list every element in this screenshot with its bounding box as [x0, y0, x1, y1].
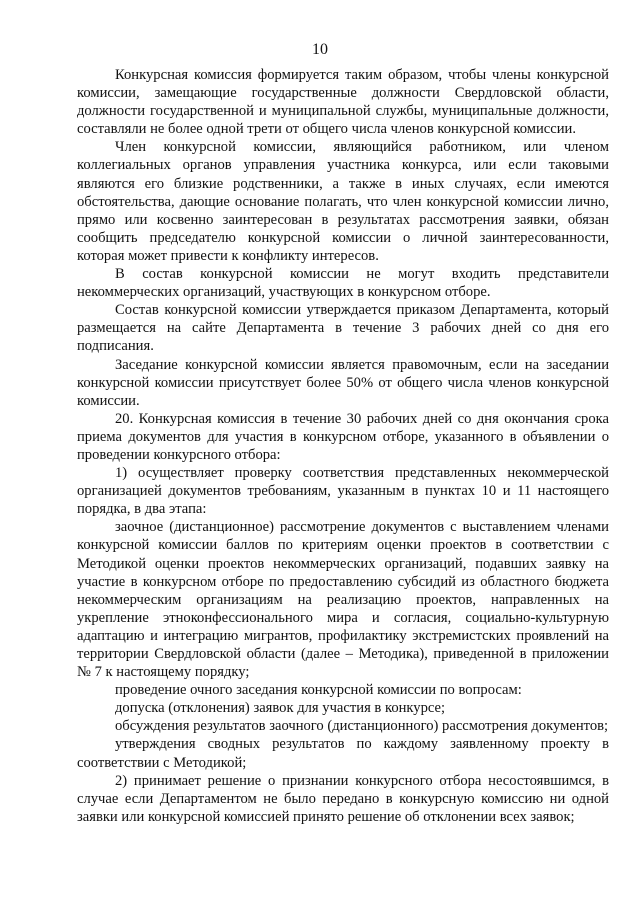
document-body [77, 66, 609, 826]
paragraph-commission-composition: Конкурсная комиссия формируется таким образом, чтобы члены конкурсной комиссии, замещающие государственные должности Свердловской области, должности государственной и муниципальной службы, муниципальные должности, составляли не более одной трети от общего числа членов конкурсной комиссии. [77, 67, 609, 138]
paragraph-in-person-meeting: проведение очного заседания конкурсной комиссии по вопросам: [115, 682, 522, 699]
paragraph-subitem-1: 1) осуществляет проверку соответствия представленных некоммерческой организацией документов требованиям, указанным в пунктах 10 и 11 настоящего порядка, в два этапа: [77, 465, 609, 518]
paragraph-composition-approval: Состав конкурсной комиссии утверждается приказом Департамента, который размещается на сайте Департамента в течение 3 рабочих дней со дня его подписания. [77, 302, 609, 355]
paragraph-quorum: Заседание конкурсной комиссии является правомочным, если на заседании конкурсной комиссии присутствует более 50% от общего числа членов конкурсной комиссии. [77, 356, 609, 409]
paragraph-discussion: обсуждения результатов заочного (дистанционного) рассмотрения документов; [115, 718, 609, 735]
paragraph-approval-results: утверждения сводных результатов по каждому заявленному проекту в соответствии с Методикой; [77, 736, 609, 771]
page-number: 10 [312, 41, 328, 58]
paragraph-nco-exclusion: В состав конкурсной комиссии не могут входить представители некоммерческих организаций, участвующих в конкурсном отборе. [77, 266, 609, 301]
paragraph-remote-review: заочное (дистанционное) рассмотрение документов с выставлением членами конкурсной комиссии баллов по критериям оценки проектов в соответствии с Методикой оценки проектов некоммерческих организаций, подавших заявку на участие в конкурсном отборе по предоставлению субсидий из областного бюджета некоммерческим организациям на реализацию проектов, направленных на укрепление этноконфессионального мира и согласия, социально-культурную адаптацию и интеграцию мигрантов, профилактику экстремистских проявлений на территории Свердловской области (далее – Методика), приведенной в приложении № 7 к настоящему порядку; [77, 519, 609, 681]
paragraph-subitem-2: 2) принимает решение о признании конкурсного отбора несостоявшимся, в случае если Департаментом не было передано в конкурсную комиссию ни одной заявки или конкурсной комиссией принято решение об отклонении всех заявок; [77, 772, 609, 825]
paragraph-item-20: 20. Конкурсная комиссия в течение 30 рабочих дней со дня окончания срока приема документов для участия в конкурсном отборе, указанного в объявлении о проведении конкурсного отбора: [77, 410, 609, 463]
paragraph-conflict-of-interest: Член конкурсной комиссии, являющийся работником, или членом коллегиальных органов управления участника конкурса, или если таковыми являются его близкие родственники, а также в иных случаях, если имеются обстоятельства, дающие основание полагать, что член конкурсной комиссии лично, прямо или косвенно заинтересован в результатах рассмотрения заявки, обязан сообщить председателю конкурсной комиссии о личной заинтересованности, которая может привести к конфликту интересов. [77, 139, 609, 264]
paragraph-admission: допуска (отклонения) заявок для участия в конкурсе; [115, 700, 446, 717]
